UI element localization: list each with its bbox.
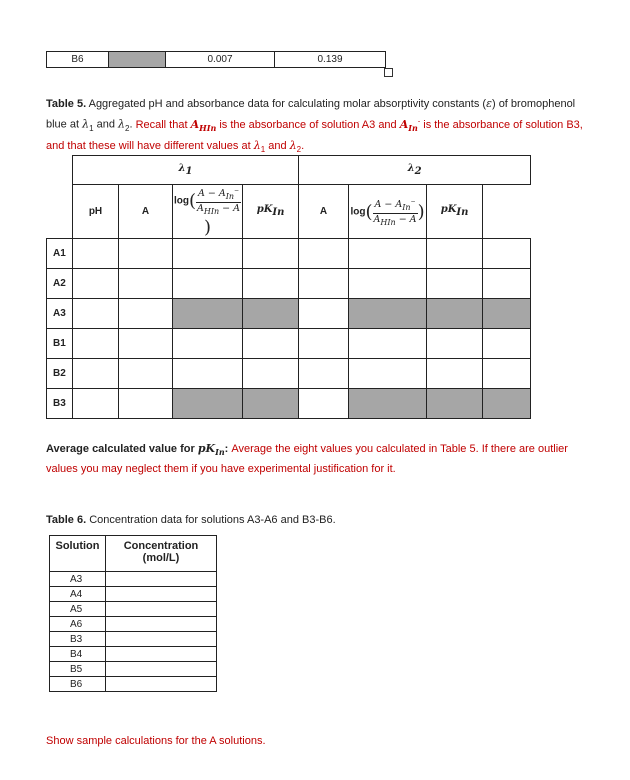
table-row: B5 (50, 662, 217, 677)
table-row: A5 (50, 602, 217, 617)
row-label: B6 (47, 52, 109, 68)
log-ratio-header-1: log( $\frac{A - A_{In}^-}{A_{HIn} - A}$ ) (173, 185, 243, 239)
absorbance-header-1: A (119, 185, 173, 239)
table6-caption: Table 6. Concentration data for solutions A3-A6 and B3-B6. (46, 514, 336, 526)
gray-cell (109, 52, 166, 68)
b6-summary-row (46, 51, 386, 68)
table-row (47, 298, 531, 328)
table-row: B6 (50, 677, 217, 692)
table-row (47, 388, 531, 418)
concentration-header: Concentration (mol/L) (106, 536, 217, 572)
pkin-header-1: $pK_{In}$ (243, 185, 299, 239)
row-label: A3 (47, 298, 73, 328)
row-label: A1 (47, 238, 73, 268)
row-label: B2 (47, 358, 73, 388)
table-row (47, 238, 531, 268)
table-row: B4 (50, 647, 217, 662)
ph-header: pH (73, 185, 119, 239)
table6 (49, 535, 217, 692)
solution-header: Solution (50, 536, 106, 572)
log-ratio-header-2: log( $\frac{A - A_{In}^-}{A_{HIn} - A}$ ) (349, 185, 427, 239)
absorbance-header-2: A (299, 185, 349, 239)
value-cell-1: 0.007 (166, 52, 275, 68)
table-resize-handle[interactable] (384, 68, 393, 77)
row-label: B3 (47, 388, 73, 418)
average-pkin-instructions: Average calculated value for $pK_{In}$: Average the eight values you calculated in Table 5. If there are outlier values you may neglect them if you have experimental justification for it. (46, 442, 568, 476)
row-label: B1 (47, 328, 73, 358)
sample-calculations-note: Show sample calculations for the A solutions. (46, 735, 266, 747)
table-row: B3 (50, 632, 217, 647)
lambda2-header: $\lambda_2$ (299, 156, 531, 185)
lambda1-header: $\lambda_1$ (73, 156, 299, 185)
pkin-header-2: $pK_{In}$ (427, 185, 483, 239)
table-row (47, 328, 531, 358)
table-row: A4 (50, 587, 217, 602)
table-row: A3 (50, 572, 217, 587)
table-row: A6 (50, 617, 217, 632)
row-label: A2 (47, 268, 73, 298)
value-cell-2: 0.139 (275, 52, 386, 68)
table5-caption: Table 5. Aggregated pH and absorbance data for calculating molar absorptivity constants (ε) of bromophenol blue at $\lambda_1$ and $\lambda_2$. Recall that $A_{HIn}$ is the absorbance of solution A3 and $A_{In}^-$ is the absorbance of solution B3, and that these will have different values at $\lambda_1$ and $\lambda_2$. (46, 97, 583, 155)
table-row (47, 358, 531, 388)
table5 (46, 155, 531, 419)
table-row (47, 268, 531, 298)
